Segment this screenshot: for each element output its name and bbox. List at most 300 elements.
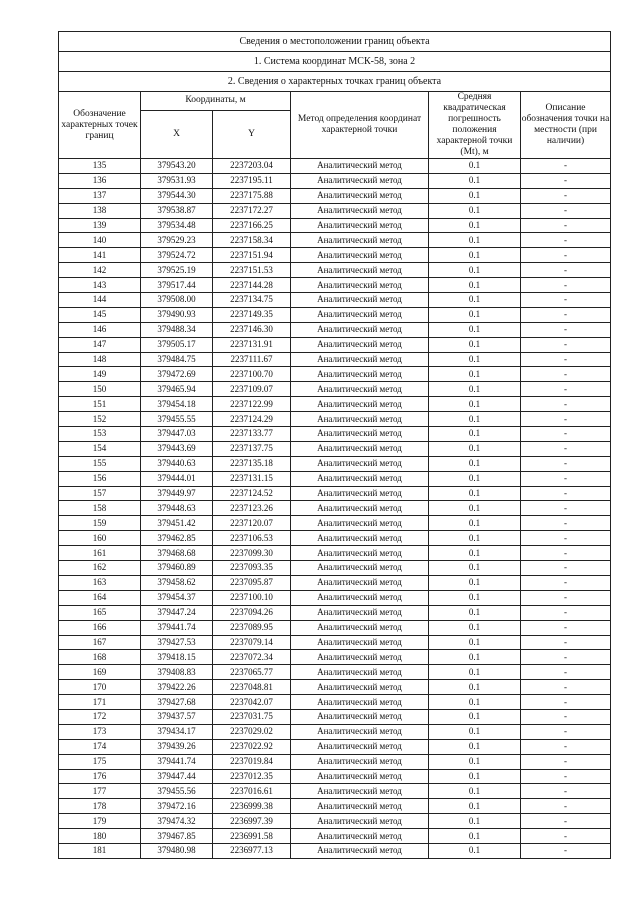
method-cell: Аналитический метод — [291, 739, 429, 754]
x-coordinate-cell: 379422.26 — [141, 680, 213, 695]
accuracy-cell: 0.1 — [429, 173, 521, 188]
method-cell: Аналитический метод — [291, 561, 429, 576]
method-cell: Аналитический метод — [291, 352, 429, 367]
method-cell: Аналитический метод — [291, 814, 429, 829]
method-cell: Аналитический метод — [291, 322, 429, 337]
accuracy-cell: 0.1 — [429, 829, 521, 844]
x-coordinate-cell: 379455.56 — [141, 784, 213, 799]
x-coordinate-cell: 379490.93 — [141, 307, 213, 322]
description-cell: - — [521, 620, 611, 635]
table-row — [59, 754, 611, 769]
y-coordinate-cell: 2236977.13 — [213, 843, 291, 858]
point-cell: 180 — [59, 829, 141, 844]
accuracy-cell: 0.1 — [429, 769, 521, 784]
x-coordinate-cell: 379454.37 — [141, 590, 213, 605]
point-cell: 167 — [59, 635, 141, 650]
x-coordinate-cell: 379448.63 — [141, 501, 213, 516]
description-cell: - — [521, 456, 611, 471]
accuracy-cell: 0.1 — [429, 680, 521, 695]
description-cell: - — [521, 159, 611, 174]
description-cell: - — [521, 188, 611, 203]
x-coordinate-cell: 379517.44 — [141, 278, 213, 293]
method-cell: Аналитический метод — [291, 829, 429, 844]
y-coordinate-cell: 2237131.91 — [213, 337, 291, 352]
method-cell: Аналитический метод — [291, 367, 429, 382]
x-coordinate-cell: 379427.53 — [141, 635, 213, 650]
accuracy-cell: 0.1 — [429, 263, 521, 278]
table-row — [59, 814, 611, 829]
header-y: Y — [213, 110, 291, 158]
x-coordinate-cell: 379441.74 — [141, 754, 213, 769]
header-coords: Координаты, м — [141, 92, 291, 111]
point-cell: 135 — [59, 159, 141, 174]
point-cell: 146 — [59, 322, 141, 337]
y-coordinate-cell: 2237137.75 — [213, 441, 291, 456]
x-coordinate-cell: 379465.94 — [141, 382, 213, 397]
table-row — [59, 159, 611, 174]
document-title: Сведения о местоположении границ объекта — [59, 32, 611, 52]
point-cell: 147 — [59, 337, 141, 352]
header-point: Обозначение характерных точек границ — [59, 92, 141, 159]
method-cell: Аналитический метод — [291, 173, 429, 188]
point-cell: 177 — [59, 784, 141, 799]
description-cell: - — [521, 590, 611, 605]
method-cell: Аналитический метод — [291, 441, 429, 456]
point-cell: 148 — [59, 352, 141, 367]
point-cell: 140 — [59, 233, 141, 248]
description-cell: - — [521, 769, 611, 784]
method-cell: Аналитический метод — [291, 188, 429, 203]
method-cell: Аналитический метод — [291, 412, 429, 427]
accuracy-cell: 0.1 — [429, 278, 521, 293]
y-coordinate-cell: 2237149.35 — [213, 307, 291, 322]
x-coordinate-cell: 379538.87 — [141, 203, 213, 218]
x-coordinate-cell: 379451.42 — [141, 516, 213, 531]
accuracy-cell: 0.1 — [429, 754, 521, 769]
description-cell: - — [521, 441, 611, 456]
x-coordinate-cell: 379455.55 — [141, 412, 213, 427]
method-cell: Аналитический метод — [291, 382, 429, 397]
point-cell: 138 — [59, 203, 141, 218]
table-body — [59, 159, 611, 859]
accuracy-cell: 0.1 — [429, 695, 521, 710]
table-row — [59, 605, 611, 620]
point-cell: 172 — [59, 709, 141, 724]
y-coordinate-cell: 2237122.99 — [213, 397, 291, 412]
point-cell: 165 — [59, 605, 141, 620]
method-cell: Аналитический метод — [291, 516, 429, 531]
x-coordinate-cell: 379443.69 — [141, 441, 213, 456]
section-title: 2. Сведения о характерных точках границ объекта — [59, 72, 611, 92]
x-coordinate-cell: 379529.23 — [141, 233, 213, 248]
x-coordinate-cell: 379472.69 — [141, 367, 213, 382]
accuracy-cell: 0.1 — [429, 501, 521, 516]
table-row — [59, 441, 611, 456]
point-cell: 145 — [59, 307, 141, 322]
y-coordinate-cell: 2237106.53 — [213, 531, 291, 546]
table-row — [59, 471, 611, 486]
description-cell: - — [521, 278, 611, 293]
method-cell: Аналитический метод — [291, 799, 429, 814]
description-cell: - — [521, 203, 611, 218]
x-coordinate-cell: 379524.72 — [141, 248, 213, 263]
method-cell: Аналитический метод — [291, 337, 429, 352]
table-row — [59, 337, 611, 352]
accuracy-cell: 0.1 — [429, 352, 521, 367]
x-coordinate-cell: 379441.74 — [141, 620, 213, 635]
accuracy-cell: 0.1 — [429, 709, 521, 724]
method-cell: Аналитический метод — [291, 590, 429, 605]
description-cell: - — [521, 412, 611, 427]
accuracy-cell: 0.1 — [429, 337, 521, 352]
y-coordinate-cell: 2237133.77 — [213, 427, 291, 442]
table-row — [59, 188, 611, 203]
method-cell: Аналитический метод — [291, 680, 429, 695]
description-cell: - — [521, 218, 611, 233]
y-coordinate-cell: 2237203.04 — [213, 159, 291, 174]
table-row — [59, 307, 611, 322]
method-cell: Аналитический метод — [291, 218, 429, 233]
accuracy-cell: 0.1 — [429, 367, 521, 382]
table-row — [59, 575, 611, 590]
point-cell: 158 — [59, 501, 141, 516]
y-coordinate-cell: 2237144.28 — [213, 278, 291, 293]
description-cell: - — [521, 233, 611, 248]
x-coordinate-cell: 379454.18 — [141, 397, 213, 412]
point-cell: 175 — [59, 754, 141, 769]
table-row — [59, 412, 611, 427]
table-row — [59, 650, 611, 665]
description-cell: - — [521, 680, 611, 695]
y-coordinate-cell: 2237195.11 — [213, 173, 291, 188]
boundary-points-document — [58, 31, 610, 859]
y-coordinate-cell: 2237095.87 — [213, 575, 291, 590]
x-coordinate-cell: 379462.85 — [141, 531, 213, 546]
description-cell: - — [521, 799, 611, 814]
method-cell: Аналитический метод — [291, 546, 429, 561]
x-coordinate-cell: 379544.30 — [141, 188, 213, 203]
point-cell: 178 — [59, 799, 141, 814]
description-cell: - — [521, 397, 611, 412]
table-row — [59, 248, 611, 263]
description-cell: - — [521, 427, 611, 442]
table-row — [59, 397, 611, 412]
accuracy-cell: 0.1 — [429, 471, 521, 486]
table-row — [59, 367, 611, 382]
method-cell: Аналитический метод — [291, 665, 429, 680]
point-cell: 139 — [59, 218, 141, 233]
x-coordinate-cell: 379439.26 — [141, 739, 213, 754]
x-coordinate-cell: 379480.98 — [141, 843, 213, 858]
x-coordinate-cell: 379505.17 — [141, 337, 213, 352]
accuracy-cell: 0.1 — [429, 546, 521, 561]
point-cell: 163 — [59, 575, 141, 590]
y-coordinate-cell: 2237079.14 — [213, 635, 291, 650]
x-coordinate-cell: 379408.83 — [141, 665, 213, 680]
y-coordinate-cell: 2237093.35 — [213, 561, 291, 576]
description-cell: - — [521, 575, 611, 590]
x-coordinate-cell: 379467.85 — [141, 829, 213, 844]
accuracy-cell: 0.1 — [429, 486, 521, 501]
accuracy-cell: 0.1 — [429, 159, 521, 174]
description-cell: - — [521, 561, 611, 576]
accuracy-cell: 0.1 — [429, 590, 521, 605]
accuracy-cell: 0.1 — [429, 561, 521, 576]
x-coordinate-cell: 379427.68 — [141, 695, 213, 710]
description-cell: - — [521, 263, 611, 278]
accuracy-cell: 0.1 — [429, 724, 521, 739]
table-row — [59, 665, 611, 680]
description-cell: - — [521, 248, 611, 263]
description-cell: - — [521, 307, 611, 322]
y-coordinate-cell: 2236999.38 — [213, 799, 291, 814]
description-cell: - — [521, 635, 611, 650]
table-row — [59, 516, 611, 531]
x-coordinate-cell: 379447.44 — [141, 769, 213, 784]
point-cell: 136 — [59, 173, 141, 188]
point-cell: 151 — [59, 397, 141, 412]
table-row — [59, 546, 611, 561]
method-cell: Аналитический метод — [291, 278, 429, 293]
table-row — [59, 561, 611, 576]
accuracy-cell: 0.1 — [429, 635, 521, 650]
table-row — [59, 456, 611, 471]
y-coordinate-cell: 2237111.67 — [213, 352, 291, 367]
method-cell: Аналитический метод — [291, 635, 429, 650]
accuracy-cell: 0.1 — [429, 784, 521, 799]
y-coordinate-cell: 2236997.39 — [213, 814, 291, 829]
point-cell: 137 — [59, 188, 141, 203]
table-row — [59, 590, 611, 605]
table-row — [59, 278, 611, 293]
x-coordinate-cell: 379437.57 — [141, 709, 213, 724]
y-coordinate-cell: 2237100.10 — [213, 590, 291, 605]
table-row — [59, 322, 611, 337]
y-coordinate-cell: 2237151.94 — [213, 248, 291, 263]
y-coordinate-cell: 2237175.88 — [213, 188, 291, 203]
y-coordinate-cell: 2237065.77 — [213, 665, 291, 680]
point-cell: 170 — [59, 680, 141, 695]
method-cell: Аналитический метод — [291, 486, 429, 501]
description-cell: - — [521, 501, 611, 516]
y-coordinate-cell: 2237124.29 — [213, 412, 291, 427]
method-cell: Аналитический метод — [291, 203, 429, 218]
x-coordinate-cell: 379418.15 — [141, 650, 213, 665]
y-coordinate-cell: 2237100.70 — [213, 367, 291, 382]
x-coordinate-cell: 379531.93 — [141, 173, 213, 188]
y-coordinate-cell: 2237135.18 — [213, 456, 291, 471]
y-coordinate-cell: 2237048.81 — [213, 680, 291, 695]
x-coordinate-cell: 379508.00 — [141, 293, 213, 308]
y-coordinate-cell: 2237134.75 — [213, 293, 291, 308]
point-cell: 160 — [59, 531, 141, 546]
y-coordinate-cell: 2237172.27 — [213, 203, 291, 218]
point-cell: 168 — [59, 650, 141, 665]
method-cell: Аналитический метод — [291, 575, 429, 590]
boundary-points-table — [58, 31, 611, 859]
method-cell: Аналитический метод — [291, 754, 429, 769]
coordinate-system: 1. Система координат МСК-58, зона 2 — [59, 52, 611, 72]
y-coordinate-cell: 2237109.07 — [213, 382, 291, 397]
x-coordinate-cell: 379449.97 — [141, 486, 213, 501]
x-coordinate-cell: 379444.01 — [141, 471, 213, 486]
description-cell: - — [521, 173, 611, 188]
y-coordinate-cell: 2237166.25 — [213, 218, 291, 233]
y-coordinate-cell: 2237131.15 — [213, 471, 291, 486]
description-cell: - — [521, 650, 611, 665]
table-row — [59, 784, 611, 799]
method-cell: Аналитический метод — [291, 769, 429, 784]
method-cell: Аналитический метод — [291, 233, 429, 248]
method-cell: Аналитический метод — [291, 650, 429, 665]
description-cell: - — [521, 695, 611, 710]
y-coordinate-cell: 2237123.26 — [213, 501, 291, 516]
accuracy-cell: 0.1 — [429, 739, 521, 754]
x-coordinate-cell: 379484.75 — [141, 352, 213, 367]
x-coordinate-cell: 379474.32 — [141, 814, 213, 829]
method-cell: Аналитический метод — [291, 263, 429, 278]
table-row — [59, 799, 611, 814]
point-cell: 141 — [59, 248, 141, 263]
y-coordinate-cell: 2237012.35 — [213, 769, 291, 784]
method-cell: Аналитический метод — [291, 427, 429, 442]
table-row — [59, 263, 611, 278]
table-row — [59, 635, 611, 650]
table-row — [59, 843, 611, 858]
table-row — [59, 739, 611, 754]
description-cell: - — [521, 382, 611, 397]
table-row — [59, 382, 611, 397]
method-cell: Аналитический метод — [291, 695, 429, 710]
method-cell: Аналитический метод — [291, 709, 429, 724]
description-cell: - — [521, 784, 611, 799]
accuracy-cell: 0.1 — [429, 218, 521, 233]
header-accuracy: Средняя квадратическая погрешность положения характерной точки (Mt), м — [429, 92, 521, 159]
table-row — [59, 724, 611, 739]
accuracy-cell: 0.1 — [429, 382, 521, 397]
accuracy-cell: 0.1 — [429, 441, 521, 456]
method-cell: Аналитический метод — [291, 784, 429, 799]
table-row — [59, 769, 611, 784]
y-coordinate-cell: 2237072.34 — [213, 650, 291, 665]
description-cell: - — [521, 471, 611, 486]
table-row — [59, 829, 611, 844]
description-cell: - — [521, 814, 611, 829]
x-coordinate-cell: 379458.62 — [141, 575, 213, 590]
point-cell: 142 — [59, 263, 141, 278]
accuracy-cell: 0.1 — [429, 203, 521, 218]
y-coordinate-cell: 2237019.84 — [213, 754, 291, 769]
point-cell: 159 — [59, 516, 141, 531]
accuracy-cell: 0.1 — [429, 799, 521, 814]
table-row — [59, 352, 611, 367]
table-row — [59, 620, 611, 635]
table-row — [59, 680, 611, 695]
point-cell: 174 — [59, 739, 141, 754]
accuracy-cell: 0.1 — [429, 650, 521, 665]
method-cell: Аналитический метод — [291, 605, 429, 620]
accuracy-cell: 0.1 — [429, 814, 521, 829]
y-coordinate-cell: 2237158.34 — [213, 233, 291, 248]
description-cell: - — [521, 709, 611, 724]
method-cell: Аналитический метод — [291, 620, 429, 635]
accuracy-cell: 0.1 — [429, 605, 521, 620]
x-coordinate-cell: 379472.16 — [141, 799, 213, 814]
x-coordinate-cell: 379543.20 — [141, 159, 213, 174]
method-cell: Аналитический метод — [291, 724, 429, 739]
header-method: Метод определения координат характерной точки — [291, 92, 429, 159]
accuracy-cell: 0.1 — [429, 620, 521, 635]
point-cell: 143 — [59, 278, 141, 293]
y-coordinate-cell: 2237029.02 — [213, 724, 291, 739]
description-cell: - — [521, 605, 611, 620]
point-cell: 169 — [59, 665, 141, 680]
table-row — [59, 501, 611, 516]
table-row — [59, 218, 611, 233]
description-cell: - — [521, 486, 611, 501]
accuracy-cell: 0.1 — [429, 397, 521, 412]
point-cell: 176 — [59, 769, 141, 784]
table-row — [59, 293, 611, 308]
x-coordinate-cell: 379525.19 — [141, 263, 213, 278]
point-cell: 156 — [59, 471, 141, 486]
point-cell: 166 — [59, 620, 141, 635]
point-cell: 152 — [59, 412, 141, 427]
y-coordinate-cell: 2237016.61 — [213, 784, 291, 799]
point-cell: 173 — [59, 724, 141, 739]
point-cell: 153 — [59, 427, 141, 442]
x-coordinate-cell: 379434.17 — [141, 724, 213, 739]
point-cell: 164 — [59, 590, 141, 605]
table-row — [59, 486, 611, 501]
y-coordinate-cell: 2237089.95 — [213, 620, 291, 635]
y-coordinate-cell: 2237146.30 — [213, 322, 291, 337]
table-row — [59, 173, 611, 188]
y-coordinate-cell: 2237151.53 — [213, 263, 291, 278]
accuracy-cell: 0.1 — [429, 188, 521, 203]
y-coordinate-cell: 2237120.07 — [213, 516, 291, 531]
table-row — [59, 709, 611, 724]
accuracy-cell: 0.1 — [429, 456, 521, 471]
table-row — [59, 531, 611, 546]
table-row — [59, 427, 611, 442]
description-cell: - — [521, 531, 611, 546]
accuracy-cell: 0.1 — [429, 322, 521, 337]
y-coordinate-cell: 2237031.75 — [213, 709, 291, 724]
description-cell: - — [521, 367, 611, 382]
y-coordinate-cell: 2237022.92 — [213, 739, 291, 754]
method-cell: Аналитический метод — [291, 293, 429, 308]
description-cell: - — [521, 724, 611, 739]
accuracy-cell: 0.1 — [429, 233, 521, 248]
point-cell: 157 — [59, 486, 141, 501]
description-cell: - — [521, 516, 611, 531]
header-description: Описание обозначения точки на местности (при наличии) — [521, 92, 611, 159]
accuracy-cell: 0.1 — [429, 412, 521, 427]
accuracy-cell: 0.1 — [429, 843, 521, 858]
method-cell: Аналитический метод — [291, 531, 429, 546]
table-row — [59, 695, 611, 710]
description-cell: - — [521, 352, 611, 367]
description-cell: - — [521, 293, 611, 308]
table-row — [59, 203, 611, 218]
point-cell: 150 — [59, 382, 141, 397]
description-cell: - — [521, 739, 611, 754]
point-cell: 181 — [59, 843, 141, 858]
accuracy-cell: 0.1 — [429, 427, 521, 442]
method-cell: Аналитический метод — [291, 456, 429, 471]
point-cell: 161 — [59, 546, 141, 561]
